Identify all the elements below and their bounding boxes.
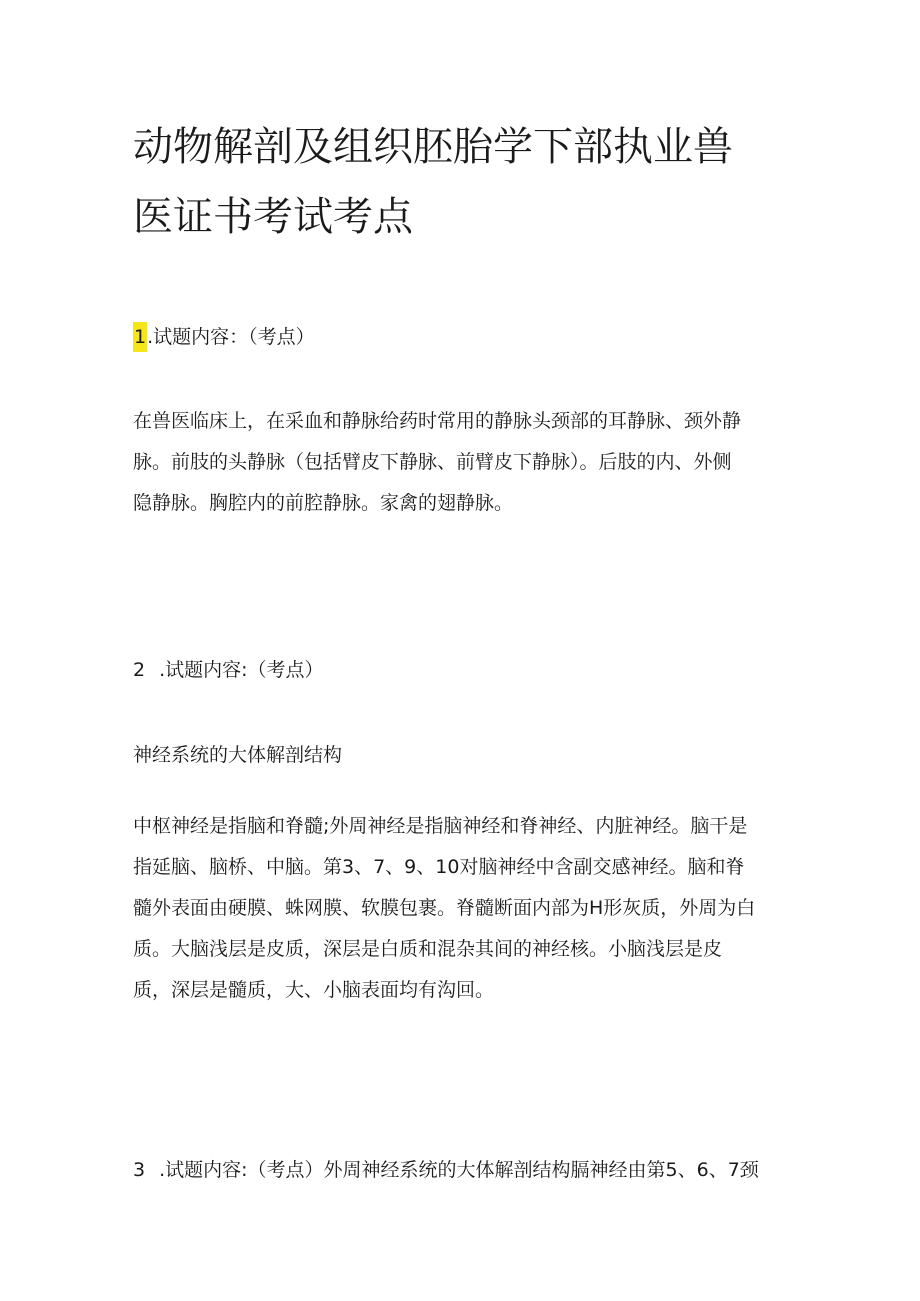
- question-2-heading: [133, 655, 324, 685]
- question-1-heading: [133, 322, 315, 352]
- question-number: 3: [133, 1159, 146, 1181]
- question-2-body: [133, 806, 798, 1011]
- document-title: [133, 112, 793, 252]
- body-line: 质，深层是髓质，大、小脑表面均有沟回。: [133, 979, 495, 1001]
- body-line: 在兽医临床上，在采血和静脉给药时常用的静脉头颈部的耳静脉、颈外静: [133, 410, 742, 432]
- body-line: 中枢神经是指脑和脊髓;外周神经是指脑神经和脊神经、内脏神经。脑干是: [133, 815, 748, 837]
- body-line: 指延脑、脑桥、中脑。第3、7、9、10对脑神经中含副交感神经。脑和脊: [133, 856, 745, 878]
- title-line: 动物解剖及组织胚胎学下部执业兽: [133, 124, 733, 170]
- body-line: 髓外表面由硬膜、蛛网膜、软膜包裹。脊髓断面内部为H形灰质，外周为白: [133, 897, 756, 919]
- question-1-body: [133, 401, 798, 524]
- question-heading-text: .试题内容：（考点）: [147, 326, 315, 348]
- question-number: 2: [133, 659, 146, 681]
- question-heading-text: .试题内容:（考点）: [159, 659, 324, 681]
- title-line: 医证书考试考点: [133, 194, 413, 240]
- body-line: 脉。前肢的头静脉（包括臂皮下静脉、前臂皮下静脉）。后肢的内、外侧: [133, 451, 732, 473]
- body-line: 隐静脉。胸腔内的前腔静脉。家禽的翅静脉。: [133, 492, 514, 514]
- question-number-highlight: 1: [133, 322, 147, 352]
- question-heading-text: .试题内容:（考点）外周神经系统的大体解剖结构膈神经由第5、6、7颈: [159, 1159, 759, 1181]
- body-line: 质。大脑浅层是皮质，深层是白质和混杂其间的神经核。小脑浅层是皮: [133, 938, 723, 960]
- question-2-subtitle: 神经系统的大体解剖结构: [133, 744, 343, 766]
- question-3-heading: [133, 1155, 759, 1185]
